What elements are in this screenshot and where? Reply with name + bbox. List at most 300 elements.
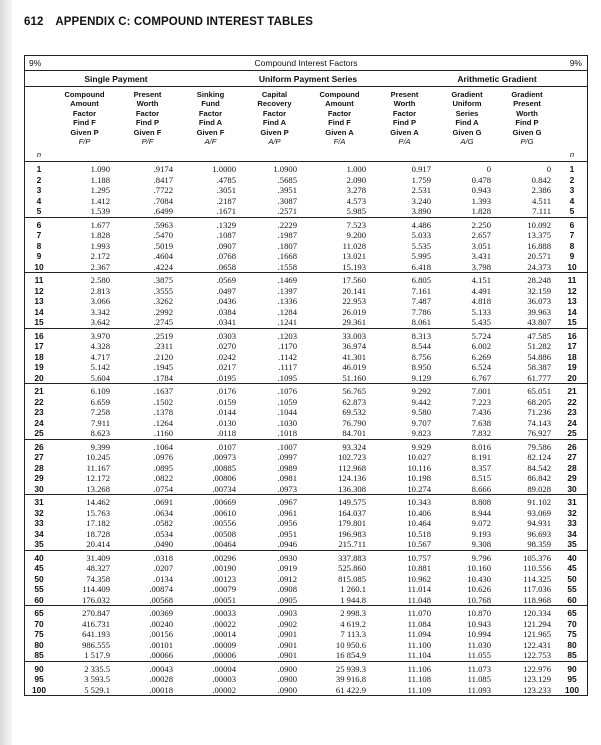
cell-sinking-fund-af: .00014 (212, 629, 236, 640)
column-header-symbol: P/G (520, 137, 534, 147)
cell-gradient-present-worth-pg: 84.542 (527, 462, 551, 473)
cell-capital-recovery-ap: .0903 (277, 608, 297, 619)
cell-gradient-present-worth-pg: 28.248 (527, 275, 551, 286)
cell-gradient-present-worth-pg: 54.886 (527, 351, 551, 362)
cell-compound-amount-fp: 4.717 (90, 351, 110, 362)
table-row (25, 674, 587, 685)
cell-gradient-uniform-ag: 8.944 (471, 507, 491, 518)
period-n: 32 (567, 507, 577, 518)
cell-compound-amount-fa: 76.790 (342, 417, 366, 428)
cell-compound-amount-fp: 416.731 (82, 618, 110, 629)
cell-capital-recovery-ap: .1558 (242, 262, 307, 273)
table-row (25, 362, 587, 373)
cell-gradient-uniform-ag: 10.994 (467, 629, 491, 640)
cell-compound-amount-fa: 136.308 (307, 484, 372, 495)
period-n: 32 (34, 507, 44, 518)
cell-sinking-fund-af: .0242 (216, 351, 236, 362)
period-n: 13 (567, 296, 577, 307)
cell-gradient-present-worth-pg: 89.028 (497, 484, 557, 495)
period-n: 3 (36, 185, 42, 196)
compound-interest-table (24, 55, 588, 696)
cell-gradient-uniform-ag: 8.666 (437, 484, 497, 495)
cell-gradient-uniform-ag: 8.515 (471, 473, 491, 484)
cell-present-worth-pa: 9.292 (411, 386, 431, 397)
cell-present-worth-pf: .0634 (153, 507, 173, 518)
cell-compound-amount-fa: 36.974 (342, 341, 366, 352)
cell-present-worth-pa: 5.535 (411, 240, 431, 251)
cell-present-worth-pf: .2745 (116, 317, 179, 328)
cell-compound-amount-fa: 56.765 (342, 386, 366, 397)
period-n: 90 (34, 663, 44, 674)
cell-present-worth-pf: .00066 (116, 650, 179, 661)
cell-gradient-uniform-ag: 8.808 (471, 497, 491, 508)
table-row (25, 317, 587, 328)
period-n: 34 (567, 528, 577, 539)
period-n: 2 (569, 174, 575, 185)
cell-gradient-uniform-ag: 10.430 (467, 573, 491, 584)
column-header-line: Amount (70, 99, 99, 109)
cell-compound-amount-fa: 9.200 (346, 230, 366, 241)
cell-gradient-uniform-ag: 2.250 (471, 219, 491, 230)
column-header-line: Sinking (196, 90, 225, 99)
table-row (25, 296, 587, 307)
cell-compound-amount-fa: 11.028 (342, 240, 366, 251)
period-n: 25 (557, 428, 587, 439)
table-row (25, 473, 587, 484)
cell-sinking-fund-af: .0159 (216, 396, 236, 407)
cell-compound-amount-fa: 69.532 (342, 407, 366, 418)
cell-compound-amount-fp: 7.258 (90, 407, 110, 418)
period-n: 29 (34, 473, 44, 484)
table-row (25, 606, 587, 619)
cell-gradient-present-worth-pg: 118.968 (497, 595, 557, 606)
column-header-line: Find F (328, 118, 351, 128)
table-row (25, 418, 587, 429)
cell-sinking-fund-af: .1329 (216, 219, 236, 230)
cell-compound-amount-fp: 6.659 (90, 396, 110, 407)
cell-gradient-uniform-ag: 6.002 (471, 341, 491, 352)
cell-compound-amount-fp: 986.555 (82, 639, 110, 650)
cell-sinking-fund-af: .0176 (216, 386, 236, 397)
cell-gradient-present-worth-pg: 93.069 (527, 507, 551, 518)
period-n: 85 (557, 650, 587, 661)
column-header-gradient-uniform-ag (437, 87, 497, 161)
cell-present-worth-pa: 10.116 (407, 462, 431, 473)
period-n: 22 (567, 396, 577, 407)
table-row (25, 495, 587, 508)
cell-gradient-uniform-ag: 5.724 (471, 330, 491, 341)
cell-present-worth-pf: .9174 (153, 164, 173, 175)
column-header-line: Find A (455, 118, 479, 128)
cell-capital-recovery-ap: 1.0900 (273, 164, 297, 175)
cell-gradient-present-worth-pg: 65.051 (527, 386, 551, 397)
cell-gradient-present-worth-pg: 32.159 (527, 285, 551, 296)
cell-compound-amount-fa: 26.019 (342, 306, 366, 317)
column-header-symbol: P/A (398, 137, 411, 147)
cell-present-worth-pa: 11.104 (372, 650, 437, 661)
period-n: 23 (34, 407, 44, 418)
table-row (25, 439, 587, 452)
column-header-line: Given G (452, 127, 482, 137)
cell-present-worth-pa: 9.929 (411, 441, 431, 452)
cell-gradient-uniform-ag: 7.832 (437, 428, 497, 439)
column-header-line: Factor (198, 108, 223, 118)
cell-capital-recovery-ap: .0901 (277, 639, 297, 650)
cell-sinking-fund-af: .00556 (212, 518, 236, 529)
column-header-symbol: A/G (460, 137, 474, 147)
cell-capital-recovery-ap: .1095 (242, 373, 307, 384)
period-n: 18 (567, 351, 577, 362)
cell-sinking-fund-af: .0270 (216, 341, 236, 352)
cell-compound-amount-fa: 93.324 (342, 441, 366, 452)
cell-compound-amount-fa: 20.141 (342, 285, 366, 296)
cell-capital-recovery-ap: .0900 (242, 685, 307, 696)
period-n: 10 (557, 262, 587, 273)
column-header-capital-recovery-ap (242, 87, 307, 161)
cell-gradient-uniform-ag: 6.269 (471, 351, 491, 362)
cell-present-worth-pa: 11.106 (407, 663, 431, 674)
column-header-line: Recovery (257, 99, 292, 109)
cell-gradient-present-worth-pg: 123.129 (523, 674, 551, 685)
cell-sinking-fund-af: .00006 (179, 650, 242, 661)
cell-capital-recovery-ap: .3951 (277, 185, 297, 196)
table-row (25, 407, 587, 418)
cell-sinking-fund-af: .00610 (212, 507, 236, 518)
cell-sinking-fund-af: .00885 (212, 462, 236, 473)
cell-present-worth-pf: .6499 (116, 206, 179, 217)
cell-sinking-fund-af: .00002 (179, 685, 242, 696)
cell-present-worth-pa: 4.486 (411, 219, 431, 230)
table-row (25, 661, 587, 674)
cell-capital-recovery-ap: .0930 (277, 552, 297, 563)
cell-present-worth-pf: .00043 (149, 663, 173, 674)
cell-gradient-uniform-ag: 1.828 (437, 206, 497, 217)
column-header-symbol: F/A (333, 137, 346, 147)
period-n: 65 (567, 608, 577, 619)
cell-compound-amount-fp: 4.328 (90, 341, 110, 352)
cell-capital-recovery-ap: .1284 (277, 306, 297, 317)
cell-gradient-uniform-ag: 9.193 (471, 528, 491, 539)
period-n: 7 (569, 230, 575, 241)
cell-present-worth-pa: 6.805 (411, 275, 431, 286)
cell-compound-amount-fa: 29.361 (307, 317, 372, 328)
cell-compound-amount-fa: 815.085 (338, 573, 366, 584)
period-n: 55 (567, 584, 577, 595)
cell-present-worth-pa: 8.544 (411, 341, 431, 352)
cell-compound-amount-fa: 25 939.3 (335, 663, 366, 674)
cell-sinking-fund-af: .00464 (179, 539, 242, 550)
cell-compound-amount-fp: 8.623 (53, 428, 116, 439)
cell-present-worth-pf: .2311 (153, 341, 173, 352)
cell-capital-recovery-ap: .1059 (277, 396, 297, 407)
cell-present-worth-pf: .1637 (153, 386, 173, 397)
cell-sinking-fund-af: .0130 (216, 417, 236, 428)
cell-gradient-present-worth-pg: 122.753 (497, 650, 557, 661)
cell-compound-amount-fp: 2 335.5 (84, 663, 110, 674)
cell-gradient-uniform-ag: 10.943 (467, 618, 491, 629)
period-n: 75 (34, 629, 44, 640)
cell-present-worth-pf: .00568 (116, 595, 179, 606)
table-row (25, 550, 587, 563)
cell-capital-recovery-ap: .1987 (277, 230, 297, 241)
cell-compound-amount-fp: 641.193 (82, 629, 110, 640)
cell-gradient-present-worth-pg: 7.111 (497, 206, 557, 217)
table-row (25, 640, 587, 651)
column-header-symbol: P/F (141, 137, 154, 147)
cell-sinking-fund-af: .00296 (212, 552, 236, 563)
cell-compound-amount-fp: 2.172 (90, 251, 110, 262)
cell-gradient-present-worth-pg: 2.386 (531, 185, 551, 196)
period-n: 20 (557, 373, 587, 384)
column-header-line: Compound (319, 90, 360, 99)
period-n: 8 (36, 240, 42, 251)
period-n: 4 (569, 195, 575, 206)
cell-present-worth-pa: 9.707 (411, 417, 431, 428)
cell-compound-amount-fa: 13.021 (342, 251, 366, 262)
period-n: 31 (567, 497, 577, 508)
cell-gradient-present-worth-pg: 82.124 (527, 452, 551, 463)
cell-present-worth-pf: .0895 (153, 462, 173, 473)
cell-gradient-uniform-ag: 8.357 (471, 462, 491, 473)
cell-compound-amount-fp: 5 529.1 (53, 685, 116, 696)
column-header-line: Given A (325, 127, 354, 137)
cell-gradient-present-worth-pg: 58.387 (527, 362, 551, 373)
table-row (25, 685, 587, 696)
cell-present-worth-pf: .0534 (153, 528, 173, 539)
cell-compound-amount-fa: 1 260.1 (340, 584, 366, 595)
cell-compound-amount-fp: 74.358 (86, 573, 110, 584)
cell-compound-amount-fa: 179.801 (338, 518, 366, 529)
cell-compound-amount-fp: 31.409 (86, 552, 110, 563)
cell-present-worth-pa: 2.531 (411, 185, 431, 196)
cell-present-worth-pa: 8.950 (411, 362, 431, 373)
period-n: 34 (34, 528, 44, 539)
column-header-line: Find P (515, 118, 539, 128)
column-header-line: Present (390, 90, 419, 99)
cell-sinking-fund-af: .0303 (216, 330, 236, 341)
cell-gradient-uniform-ag: 10.870 (467, 608, 491, 619)
period-n: 85 (25, 650, 53, 661)
period-n: 19 (34, 362, 44, 373)
column-header-line: Capital (261, 90, 288, 99)
cell-gradient-present-worth-pg: 86.842 (527, 473, 551, 484)
period-n: 14 (34, 306, 44, 317)
table-row (25, 175, 587, 186)
cell-compound-amount-fa: 62.873 (342, 396, 366, 407)
cell-compound-amount-fp: 3.342 (90, 306, 110, 317)
cell-compound-amount-fa: 525.860 (338, 563, 366, 574)
cell-compound-amount-fp: 2.813 (90, 285, 110, 296)
running-head (24, 16, 313, 32)
column-header-symbol: A/F (204, 137, 217, 147)
scan-edge-shadow (0, 0, 12, 745)
column-header-line: Given P (260, 127, 289, 137)
cell-present-worth-pf: .3555 (153, 285, 173, 296)
cell-compound-amount-fa: 15.193 (307, 262, 372, 273)
cell-present-worth-pa: 10.567 (372, 539, 437, 550)
table-row (25, 574, 587, 585)
cell-gradient-present-worth-pg: 96.693 (527, 528, 551, 539)
cell-present-worth-pa: 10.518 (407, 528, 431, 539)
cell-compound-amount-fa: 5.985 (307, 206, 372, 217)
cell-present-worth-pf: .2992 (153, 306, 173, 317)
cell-gradient-uniform-ag: 0.943 (471, 185, 491, 196)
cell-capital-recovery-ap: .3087 (277, 195, 297, 206)
cell-present-worth-pa: 1.759 (411, 174, 431, 185)
cell-present-worth-pf: .2120 (153, 351, 173, 362)
cell-gradient-present-worth-pg: 121.965 (523, 629, 551, 640)
period-n: 95 (34, 674, 44, 685)
cell-compound-amount-fp: 1.090 (90, 164, 110, 175)
period-n: 5 (25, 206, 53, 217)
group-uniform-payment-series: Uniform Payment Series (258, 74, 358, 84)
cell-present-worth-pf: .0490 (116, 539, 179, 550)
cell-compound-amount-fa: 4.573 (346, 195, 366, 206)
cell-present-worth-pa: 10.406 (407, 507, 431, 518)
period-n: 12 (34, 285, 44, 296)
cell-compound-amount-fa: 46.019 (342, 362, 366, 373)
cell-compound-amount-fp: 1.677 (90, 219, 110, 230)
cell-present-worth-pa: 8.061 (372, 317, 437, 328)
cell-gradient-present-worth-pg: 0.842 (531, 174, 551, 185)
cell-sinking-fund-af: .0384 (216, 306, 236, 317)
cell-present-worth-pa: 11.094 (407, 629, 431, 640)
cell-present-worth-pa: 5.995 (411, 251, 431, 262)
period-n: 45 (567, 563, 577, 574)
column-header-compound-amount-fp (53, 87, 116, 161)
table-row (25, 384, 587, 397)
period-n: 45 (34, 563, 44, 574)
cell-gradient-uniform-ag: 10.768 (437, 595, 497, 606)
cell-capital-recovery-ap: .1007 (277, 441, 297, 452)
period-n: 17 (567, 341, 577, 352)
cell-sinking-fund-af: .0436 (216, 296, 236, 307)
cell-compound-amount-fa: 84.701 (307, 428, 372, 439)
table-row (25, 563, 587, 574)
table-row (25, 518, 587, 529)
cell-capital-recovery-ap: .1018 (242, 428, 307, 439)
cell-present-worth-pa: 11.070 (407, 608, 431, 619)
cell-present-worth-pf: .00369 (149, 608, 173, 619)
column-header-line: Factor (262, 108, 287, 118)
cell-gradient-uniform-ag: 7.001 (471, 386, 491, 397)
cell-capital-recovery-ap: .1170 (277, 341, 297, 352)
cell-gradient-present-worth-pg: 76.927 (497, 428, 557, 439)
cell-present-worth-pf: .0582 (153, 518, 173, 529)
cell-gradient-uniform-ag: 3.431 (471, 251, 491, 262)
table-row (25, 307, 587, 318)
cell-present-worth-pa: 11.014 (407, 584, 431, 595)
cell-compound-amount-fa: 51.160 (307, 373, 372, 384)
column-header-sinking-fund-af (179, 87, 242, 161)
cell-sinking-fund-af: .0144 (216, 407, 236, 418)
cell-compound-amount-fa: 112.968 (338, 462, 366, 473)
table-row (25, 619, 587, 630)
cell-gradient-uniform-ag: 4.491 (471, 285, 491, 296)
period-n: 18 (34, 351, 44, 362)
column-header-symbol: F/P (78, 137, 91, 147)
cell-compound-amount-fa: 61 422.9 (307, 685, 372, 696)
cell-gradient-present-worth-pg: 117.036 (523, 584, 551, 595)
cell-present-worth-pf: .8417 (153, 174, 173, 185)
cell-capital-recovery-ap: .0997 (277, 452, 297, 463)
cell-sinking-fund-af: .00123 (212, 573, 236, 584)
cell-sinking-fund-af: .00734 (179, 484, 242, 495)
cell-capital-recovery-ap: .1117 (278, 362, 297, 373)
cell-present-worth-pf: .5963 (153, 219, 173, 230)
cell-present-worth-pa: 11.108 (407, 674, 431, 685)
cell-compound-amount-fp: 3.642 (53, 317, 116, 328)
cell-sinking-fund-af: .00033 (212, 608, 236, 619)
cell-capital-recovery-ap: .0989 (277, 462, 297, 473)
cell-present-worth-pa: 9.580 (411, 407, 431, 418)
table-row (25, 428, 587, 439)
column-header-line: Factor (135, 108, 160, 118)
cell-capital-recovery-ap: .1044 (277, 407, 297, 418)
table-row (25, 262, 587, 273)
period-n: 5 (557, 206, 587, 217)
cell-sinking-fund-af: .0217 (216, 362, 236, 373)
cell-present-worth-pf: .4604 (153, 251, 173, 262)
cell-present-worth-pf: .1784 (116, 373, 179, 384)
cell-sinking-fund-af: .2187 (216, 195, 236, 206)
cell-compound-amount-fp: 1.188 (90, 174, 110, 185)
table-row (25, 162, 587, 175)
cell-gradient-present-worth-pg: 91.102 (527, 497, 551, 508)
cell-capital-recovery-ap: .5685 (277, 174, 297, 185)
period-n: 20 (25, 373, 53, 384)
cell-present-worth-pf: .2519 (153, 330, 173, 341)
cell-present-worth-pa: 10.464 (407, 518, 431, 529)
period-n: 33 (34, 518, 44, 529)
cell-compound-amount-fp: 15.763 (86, 507, 110, 518)
cell-present-worth-pa: 10.757 (407, 552, 431, 563)
table-row (25, 286, 587, 297)
period-n: 29 (567, 473, 577, 484)
cell-gradient-present-worth-pg: 122.431 (523, 639, 551, 650)
page-number: 612 (24, 16, 44, 28)
cell-compound-amount-fp: 3.970 (90, 330, 110, 341)
column-header-line: Uniform (452, 99, 482, 109)
cell-capital-recovery-ap: .0900 (277, 663, 297, 674)
cell-present-worth-pa: 10.198 (407, 473, 431, 484)
cell-compound-amount-fp: 9.399 (90, 441, 110, 452)
column-header-line: Gradient (511, 90, 543, 99)
period-n: 23 (567, 407, 577, 418)
cell-compound-amount-fa: 7.523 (346, 219, 366, 230)
period-n: 30 (25, 484, 53, 495)
column-header-line: Fund (201, 99, 220, 109)
period-n: 2 (36, 174, 42, 185)
period-n: 28 (34, 462, 44, 473)
period-n: 50 (34, 573, 44, 584)
period-n: 65 (34, 608, 44, 619)
cell-sinking-fund-af: .0341 (179, 317, 242, 328)
cell-gradient-uniform-ag: 11.030 (467, 639, 491, 650)
cell-sinking-fund-af: .0658 (179, 262, 242, 273)
cell-compound-amount-fa: 1 944.8 (307, 595, 372, 606)
cell-capital-recovery-ap: .0902 (277, 618, 297, 629)
cell-sinking-fund-af: .0107 (216, 441, 236, 452)
cell-sinking-fund-af: .00973 (212, 452, 236, 463)
period-n: 6 (569, 219, 575, 230)
cell-gradient-uniform-ag: 6.524 (471, 362, 491, 373)
period-n: 50 (567, 573, 577, 584)
cell-compound-amount-fp: 14.462 (86, 497, 110, 508)
cell-sinking-fund-af: .00004 (212, 663, 236, 674)
cell-capital-recovery-ap: .1203 (277, 330, 297, 341)
cell-present-worth-pa: 10.274 (372, 484, 437, 495)
